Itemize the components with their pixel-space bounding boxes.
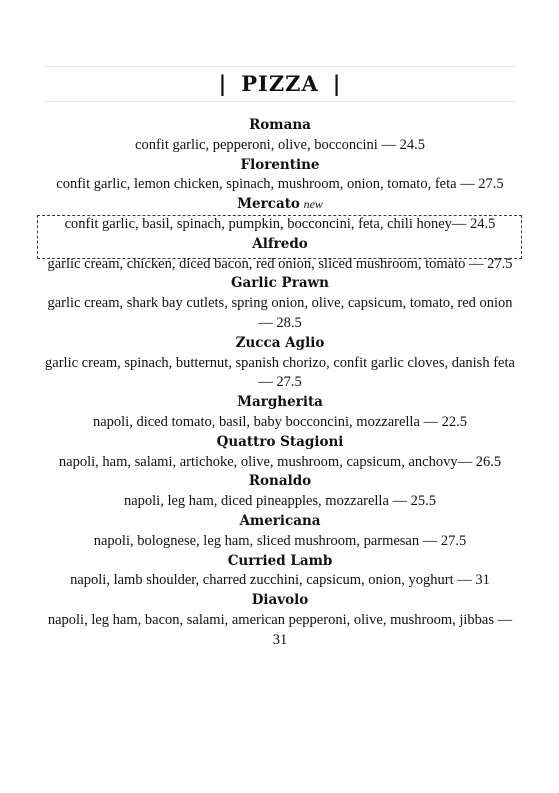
- menu-item-description: napoli, ham, salami, artichoke, olive, mushroom, capsicum, anchovy— 26.5: [58, 453, 502, 470]
- menu-item-description: napoli, leg ham, diced pineapples, mozzarella — 25.5: [123, 493, 437, 510]
- menu-item-garlic-prawn: [44, 274, 516, 333]
- menu-item-name: Quattro Stagioni: [216, 433, 344, 450]
- menu-item-description: napoli, diced tomato, basil, baby bocconcini, mozzarella — 22.5: [92, 413, 468, 430]
- menu-item-name: Florentine: [240, 156, 320, 173]
- menu-list: [44, 116, 516, 651]
- menu-item-diavolo: [44, 591, 516, 650]
- menu-item-ronaldo: [44, 472, 516, 512]
- heading-title: PIZZA: [241, 71, 319, 96]
- menu-item-romana: [44, 116, 516, 156]
- menu-item-name: Zucca Aglio: [235, 334, 325, 351]
- new-tag: new: [303, 197, 323, 212]
- menu-item-zucca-aglio: [44, 334, 516, 393]
- menu-item-description: garlic cream, spinach, butternut, spanish chorizo, confit garlic cloves, danish feta— 27.5: [45, 354, 515, 391]
- menu-item-americana: [44, 512, 516, 552]
- menu-item-name: Margherita: [237, 394, 323, 411]
- menu-item-name: Romana: [249, 117, 311, 133]
- menu-item-name: Mercato: [237, 196, 300, 213]
- menu-item-name: Ronaldo: [248, 473, 312, 490]
- menu-item-description: garlic cream, chicken, diced bacon, red onion, sliced mushroom, tomato — 27.5: [47, 255, 513, 272]
- menu-item-name: Diavolo: [251, 592, 309, 609]
- menu-item-curried-lamb: [44, 552, 516, 592]
- menu-item-alfredo: [44, 235, 516, 275]
- menu-item-quattro-stagioni: [44, 433, 516, 473]
- menu-item-description: napoli, lamb shoulder, charred zucchini, capsicum, onion, yoghurt — 31: [70, 572, 490, 589]
- menu-item-name: Americana: [239, 512, 321, 529]
- menu-item-description: napoli, bolognese, leg ham, sliced mushroom, parmesan — 27.5: [93, 532, 467, 549]
- menu-item-name: Curried Lamb: [227, 552, 333, 569]
- menu-item-florentine: [44, 156, 516, 196]
- bottom-divider: [44, 101, 516, 102]
- heading-left-bar: |: [218, 71, 228, 96]
- menu-item-margherita: [44, 393, 516, 433]
- menu-item-description: garlic cream, shark bay cutlets, spring onion, olive, capsicum, tomato, red onion— 28.5: [47, 295, 513, 331]
- heading-right-bar: |: [332, 71, 342, 96]
- menu-item-description: confit garlic, basil, spinach, pumpkin, bocconcini, feta, chili honey— 24.5: [64, 215, 496, 232]
- menu-item-name: Alfredo: [252, 235, 308, 252]
- menu-item-mercato: [44, 195, 516, 235]
- menu-item-name: Garlic Prawn: [230, 275, 329, 292]
- menu-item-description: confit garlic, lemon chicken, spinach, mushroom, onion, tomato, feta — 27.5: [56, 176, 504, 193]
- section-heading: [44, 68, 516, 100]
- menu-item-description: napoli, leg ham, bacon, salami, american pepperoni, olive, mushroom, jibbas — 31: [47, 611, 513, 648]
- top-divider: [44, 66, 516, 67]
- menu-item-description: confit garlic, pepperoni, olive, bocconcini — 24.5: [135, 136, 425, 153]
